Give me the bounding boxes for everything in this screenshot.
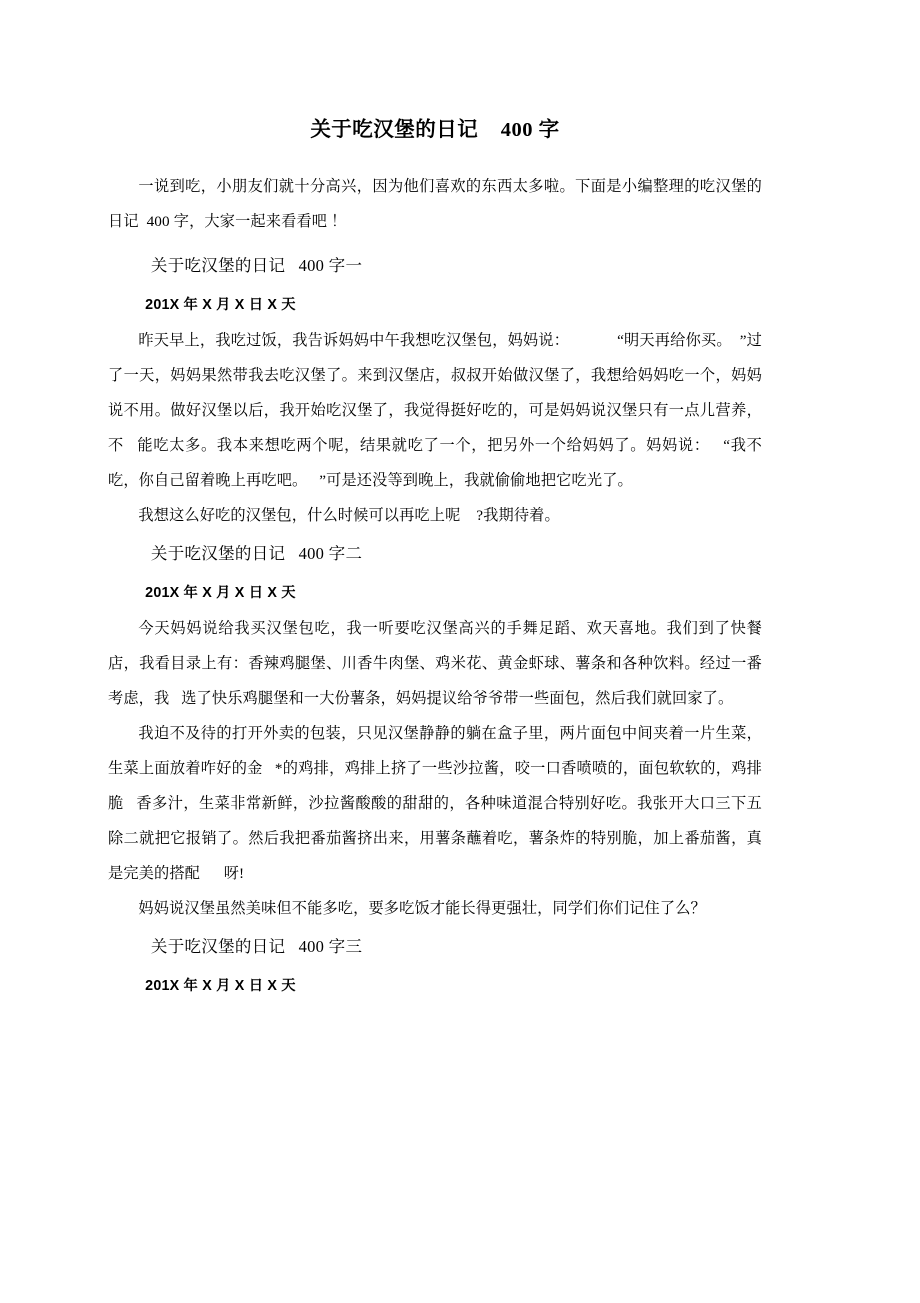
intro-paragraph: 一说到吃，小朋友们就十分高兴，因为他们喜欢的东西太多啦。下面是小编整理的吃汉堡的日记 400 字，大家一起来看看吧 ！: [108, 177, 762, 230]
section-date-1: 201X 年 X 月 X 日 X 天: [145, 296, 296, 313]
section-1-paragraph-2: 我想这么好吃的汉堡包，什么时候可以再吃上呢 ?我期待着。: [138, 506, 560, 524]
section-heading-3: 关于吃汉堡的日记 400 字三: [150, 936, 363, 956]
document-body: [108, 0, 762, 1004]
section-2-paragraph-2: 我迫不及待的打开外卖的包装，只见汉堡静静的躺在盒子里，两片面包中间夹着一片生菜，生菜上面放着咋好的金 *的鸡排，鸡排上挤了一些沙拉酱，咬一口香喷喷的，面包软软的，鸡排脆 香多汁，生菜非常新鲜，沙拉酱酸酸的甜甜的，各种味道混合特别好吃。我张开大口三下五除二就把它报销了。然后我把番茄酱挤出来，用薯条蘸着吃，薯条炸的特别脆，加上番茄酱，真是完美的搭配 呀!: [108, 724, 762, 882]
section-date-3: 201X 年 X 月 X 日 X 天: [145, 977, 296, 994]
section-2-paragraph-1: 今天妈妈说给我买汉堡包吃，我一听要吃汉堡高兴的手舞足蹈、欢天喜地。我们到了快餐店，我看目录上有：香辣鸡腿堡、川香牛肉堡、鸡米花、黄金虾球、薯条和各种饮料。经过一番考虑，我 选了快乐鸡腿堡和一大份薯条，妈妈提议给爷爷带一些面包，然后我们就回家了。: [108, 619, 762, 707]
section-2-paragraph-3: 妈妈说汉堡虽然美味但不能多吃，要多吃饭才能长得更强壮，同学们你们记住了么？: [138, 899, 706, 917]
section-date-2: 201X 年 X 月 X 日 X 天: [145, 584, 296, 601]
section-1-paragraph-1: 昨天早上，我吃过饭，我告诉妈妈中午我想吃汉堡包，妈妈说： “明天再给你买。 ”过了一天，妈妈果然带我去吃汉堡了。来到汉堡店，叔叔开始做汉堡了，我想给妈妈吃一个，妈妈说不用。做好汉堡以后，我开始吃汉堡了，我觉得挺好吃的，可是妈妈说汉堡只有一点儿营养，不 能吃太多。我本来想吃两个呢，结果就吃了一个，把另外一个给妈妈了。妈妈说： “我不吃，你自己留着晚上再吃吧。 ”可是还没等到晚上，我就偷偷地把它吃光了。: [108, 331, 762, 489]
section-heading-2: 关于吃汉堡的日记 400 字二: [150, 543, 363, 563]
page-title: 关于吃汉堡的日记 400 字: [310, 119, 560, 141]
section-heading-1: 关于吃汉堡的日记 400 字一: [150, 255, 363, 275]
